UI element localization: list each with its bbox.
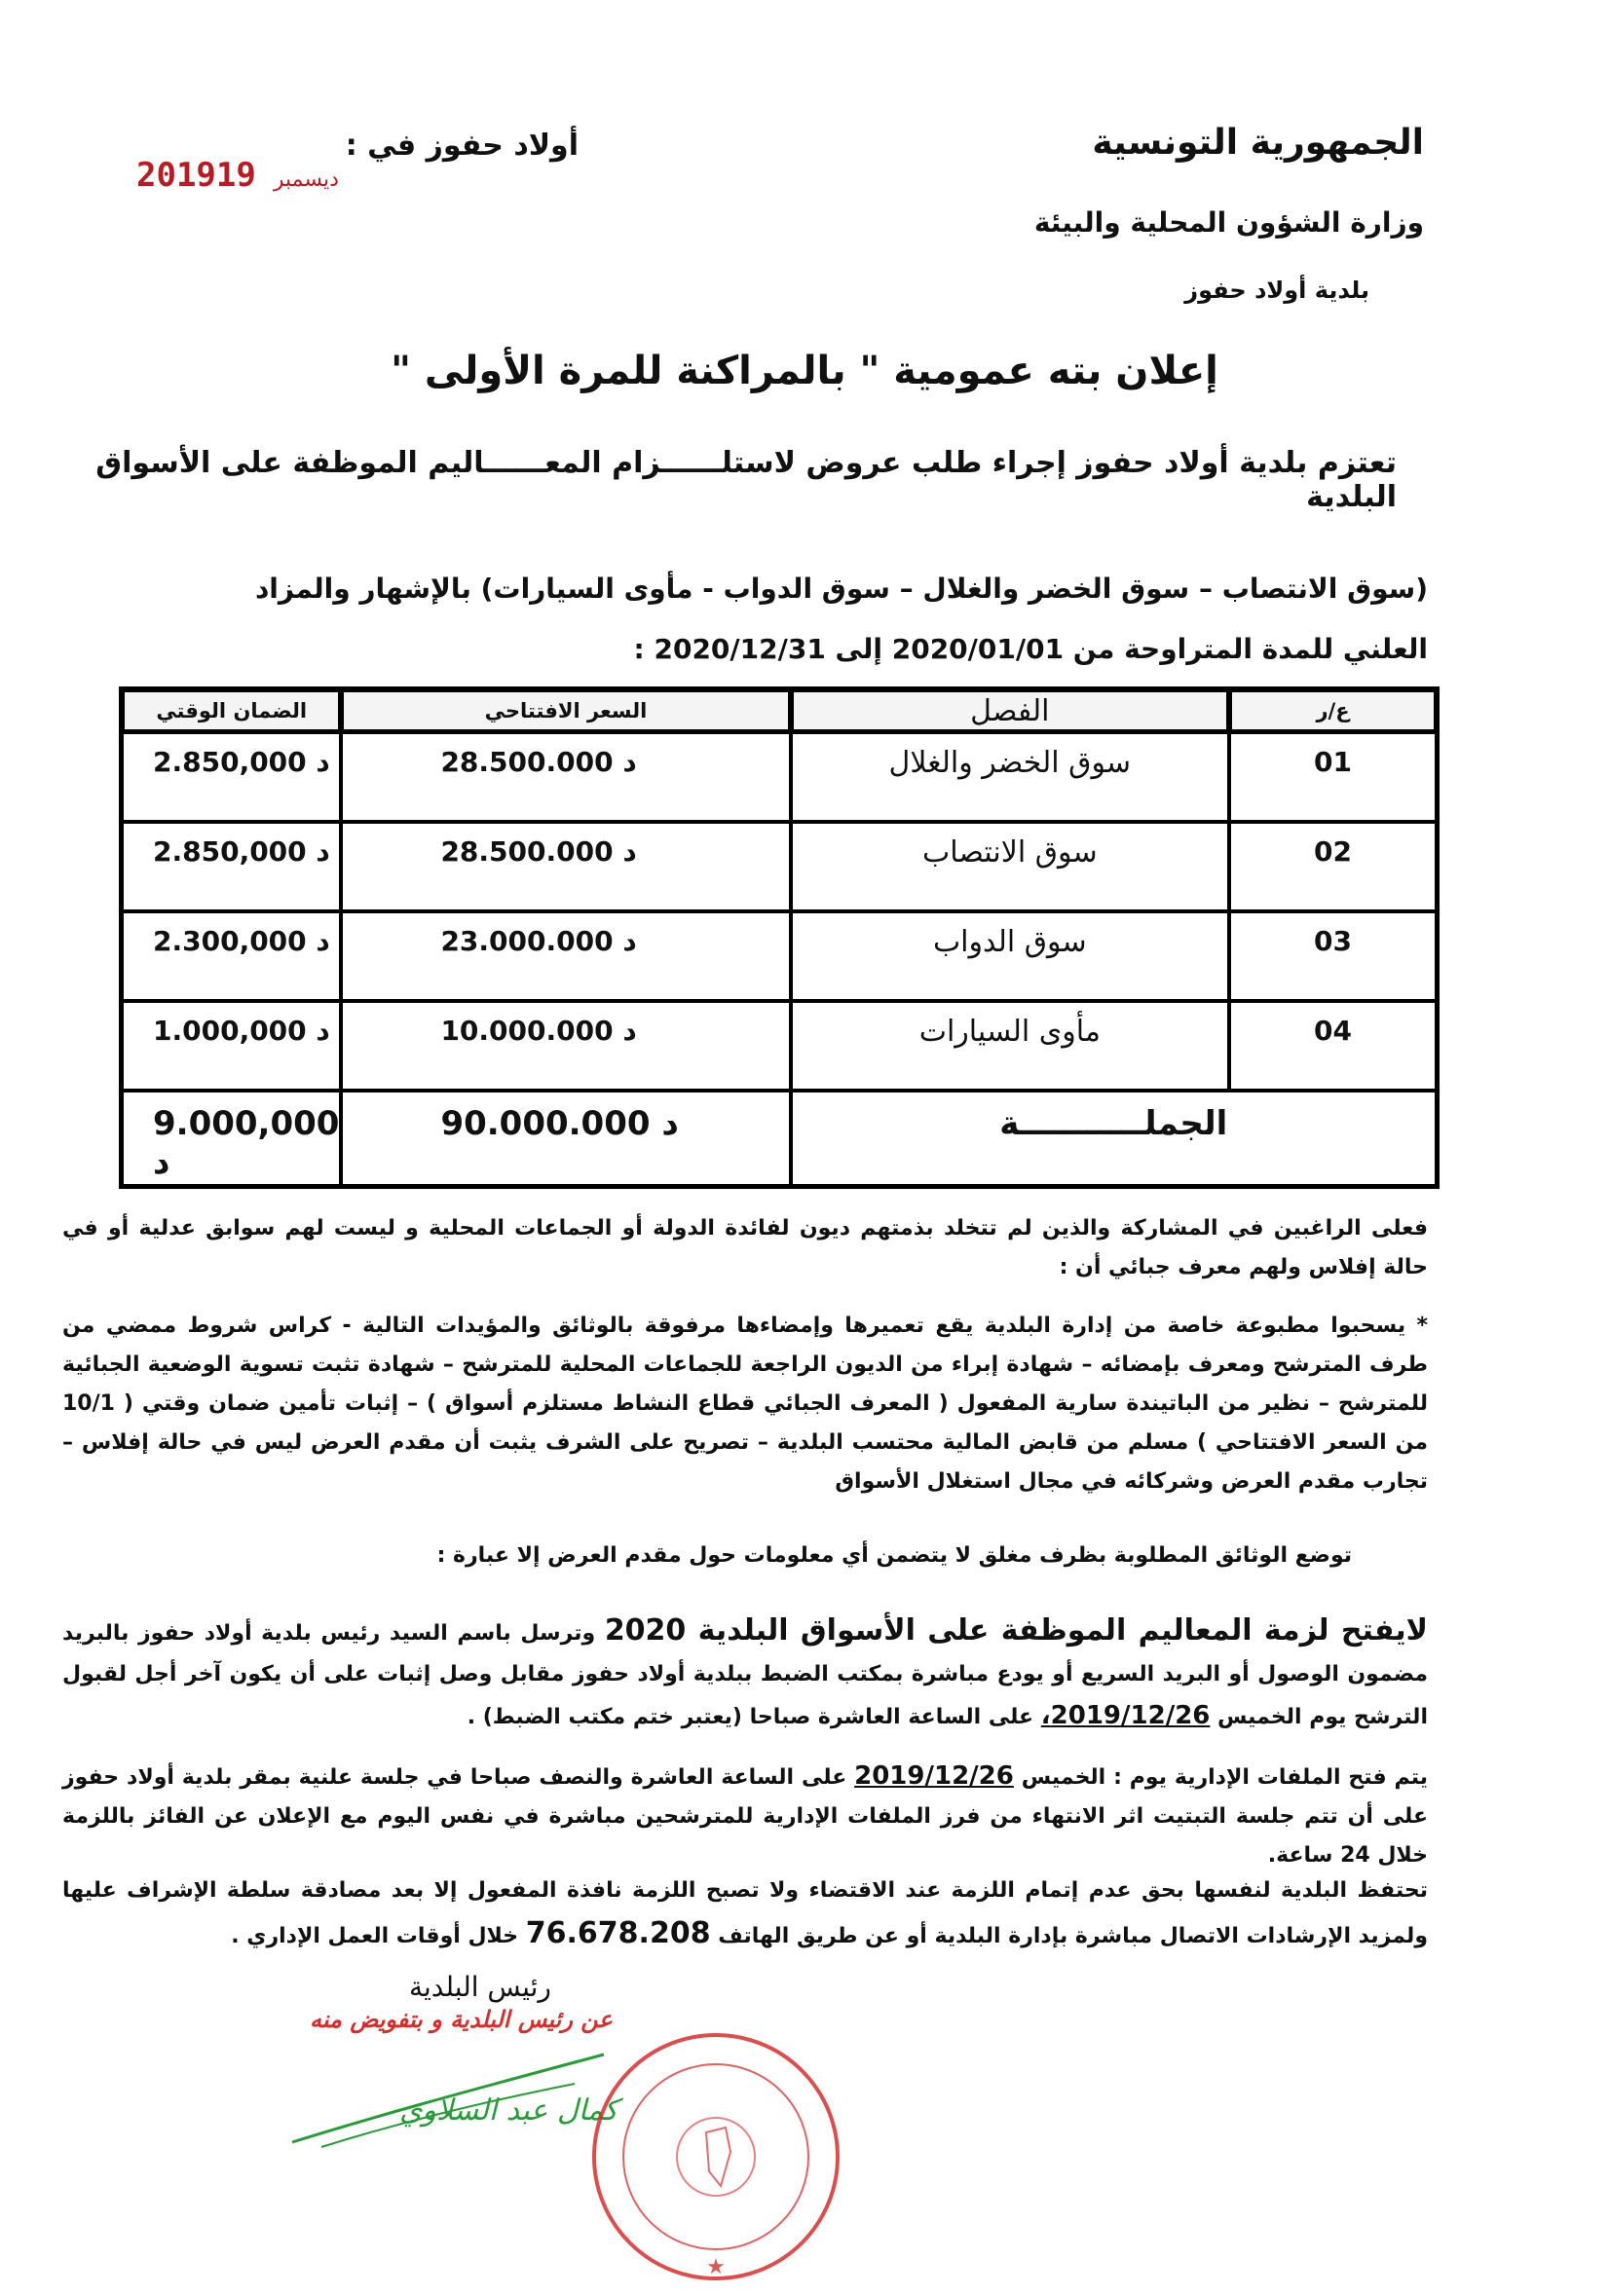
delegation-stamp: عن رئيس البلدية و بتفويض منه <box>310 2006 613 2033</box>
table-row <box>122 732 1437 822</box>
row-guarantee: 2.850,000 د <box>122 732 341 822</box>
row-num: 01 <box>1229 732 1437 822</box>
president-title: رئيس البلدية <box>409 1971 551 2003</box>
submission-text: وترسل باسم السيد رئيس بلدية أولاد حفوز بالبريد مضمون الوصول أو البريد السريع أو يودع مباشرة بمكتب الضبط ببلدية أولاد حفوز مقابل وصل إثبات على أن يكون آخر أجل لقبول الترشح يوم الخميس <box>62 1621 1428 1729</box>
row-opening-price: 23.000.000 د <box>341 911 790 1001</box>
table-row <box>122 1001 1437 1091</box>
row-name: سوق الانتصاب <box>791 822 1229 911</box>
row-opening-price: 28.500.000 د <box>341 732 790 822</box>
header-num: ع/ر <box>1229 689 1437 732</box>
republic-header: الجمهورية التونسية <box>1092 123 1424 163</box>
date-stamp <box>136 156 356 195</box>
markets-period-text: (سوق الانتصاب – سوق الخضر والغلال – سوق الدواب - مأوى السيارات) بالإشهار والمزاد العلني للمدة المتراوحة من 2020/01/01 إلى 2020/12/31 : <box>254 573 1428 665</box>
row-name: سوق الخضر والغلال <box>791 732 1229 822</box>
eligibility-paragraph: فعلى الراغبين في المشاركة والذين لم تتخلد بذمتهم ديون لفائدة الدولة أو الجماعات المحلية و ليست لهم سوابق عدلية أو في حالة إفلاس ولهم معرف جبائي أن : <box>62 1216 1428 1279</box>
row-name: مأوى السيارات <box>791 1001 1229 1091</box>
stamp-year: 2019 <box>136 156 216 195</box>
table-header-row <box>122 689 1437 732</box>
header-item: الفصل <box>791 689 1229 732</box>
row-num: 02 <box>1229 822 1437 911</box>
table-row <box>122 822 1437 911</box>
handwritten-signature <box>282 2025 614 2162</box>
phone-number: 76.678.208 <box>525 1916 711 1950</box>
municipality-header: بلدية أولاد حفوز <box>1184 277 1369 304</box>
submission-deadline-date: 2019/12/26، <box>1040 1701 1211 1730</box>
opening-session-paragraph <box>62 1757 1428 1875</box>
svg-text:★: ★ <box>706 2255 726 2279</box>
office-hours-text: خلال أوقات العمل الإداري . <box>231 1924 519 1948</box>
required-documents-paragraph: * يسحبوا مطبوعة خاصة من إدارة البلدية يقع تعميرها وإمضاءها مرفوقة بالوثائق والمؤيدات التالية - كراس شروط ممضي من طرف المترشح ومعرف بإمضائه – شهادة إبراء من الديون الراجعة للجماعات المحلية للمترشح – شهادة تثبت تسوية الوضعية الجبائية للمترشح – نظير من الباتيندة سارية المفعول ( المعرف الجبائي قطاع النشاط مستلزم أسواق ) – إثبات تأمين ضمان وقتي ( 10/1 من السعر الافتتاحي ) مسلم من قابض المالية محتسب البلدية – تصريح على الشرف يثبت أن مقدم العرض ليس في حالة إفلاس – تجارب مقدم العرض وشركائه في مجال استغلال الأسواق <box>62 1314 1428 1494</box>
row-num: 04 <box>1229 1001 1437 1091</box>
submission-paragraph <box>62 1611 1428 1738</box>
ministry-header: وزارة الشؤون المحلية والبيئة <box>1033 206 1424 239</box>
municipality-seal-icon <box>584 2025 847 2288</box>
row-guarantee: 2.850,000 د <box>122 822 341 911</box>
page-subtitle: تعتزم بلدية أولاد حفوز إجراء طلب عروض لاستلــــــزام المعــــــاليم الموظفة على الأسواق البلدية <box>95 446 1397 514</box>
row-guarantee: 1.000,000 د <box>122 1001 341 1091</box>
stamp-month: ديسمبر <box>273 167 339 192</box>
total-guarantee: 9.000,000 د <box>122 1091 341 1186</box>
opening-text: على الساعة العاشرة والنصف صباحا في جلسة علنية بمقر بلدية أولاد حفوز على أن تتم جلسة التبتيت اثر الانتهاء من فرز الملفات الإدارية للمترشحين مباشرة في نفس اليوم مع الإعلان عن الفائز باللزمة خلال 24 ساعة. <box>62 1765 1428 1868</box>
opening-lead: يتم فتح الملفات الإدارية يوم : الخميس <box>1021 1765 1428 1790</box>
row-opening-price: 28.500.000 د <box>341 822 790 911</box>
row-guarantee: 2.300,000 د <box>122 911 341 1001</box>
page-title: إعلان بته عمومية " بالمراكنة للمرة الأولى " <box>391 349 1218 393</box>
total-label: الجملـــــــــــة <box>791 1091 1437 1186</box>
fees-table <box>119 686 1440 1189</box>
table-row <box>122 911 1437 1001</box>
reservation-paragraph <box>62 1870 1428 1958</box>
submission-time: على الساعة العاشرة صباحا (يعتبر ختم مكتب الضبط) . <box>467 1705 1034 1729</box>
header-opening-price: السعر الافتتاحي <box>341 689 790 732</box>
row-name: سوق الدواب <box>791 911 1229 1001</box>
row-num: 03 <box>1229 911 1437 1001</box>
table-total-row <box>122 1091 1437 1186</box>
envelope-label: لايفتح لزمة المعاليم الموظفة على الأسواق البلدية 2020 <box>604 1613 1428 1648</box>
row-opening-price: 10.000.000 د <box>341 1001 790 1091</box>
reservation-text: تحتفظ البلدية لنفسها بحق عدم إتمام اللزمة عند الاقتضاء ولا تصبح اللزمة نافذة المفعول إلا بعد مصادقة سلطة الإشراف عليها ولمزيد الإرشادات الاتصال مباشرة بإدارة البلدية أو عن طريق الهاتف <box>62 1878 1428 1948</box>
opening-date: 2019/12/26 <box>854 1761 1014 1791</box>
header-guarantee: الضمان الوقتي <box>122 689 341 732</box>
stamp-day: 19 <box>215 156 256 195</box>
place-date-label: أولاد حفوز في : <box>345 129 579 163</box>
envelope-instruction: توضع الوثائق المطلوبة بظرف مغلق لا يتضمن أي معلومات حول مقدم العرض إلا عبارة : <box>436 1543 1352 1568</box>
total-opening-price: 90.000.000 د <box>341 1091 790 1186</box>
signatory-name: كمال عبد السلاوي <box>399 2093 618 2128</box>
